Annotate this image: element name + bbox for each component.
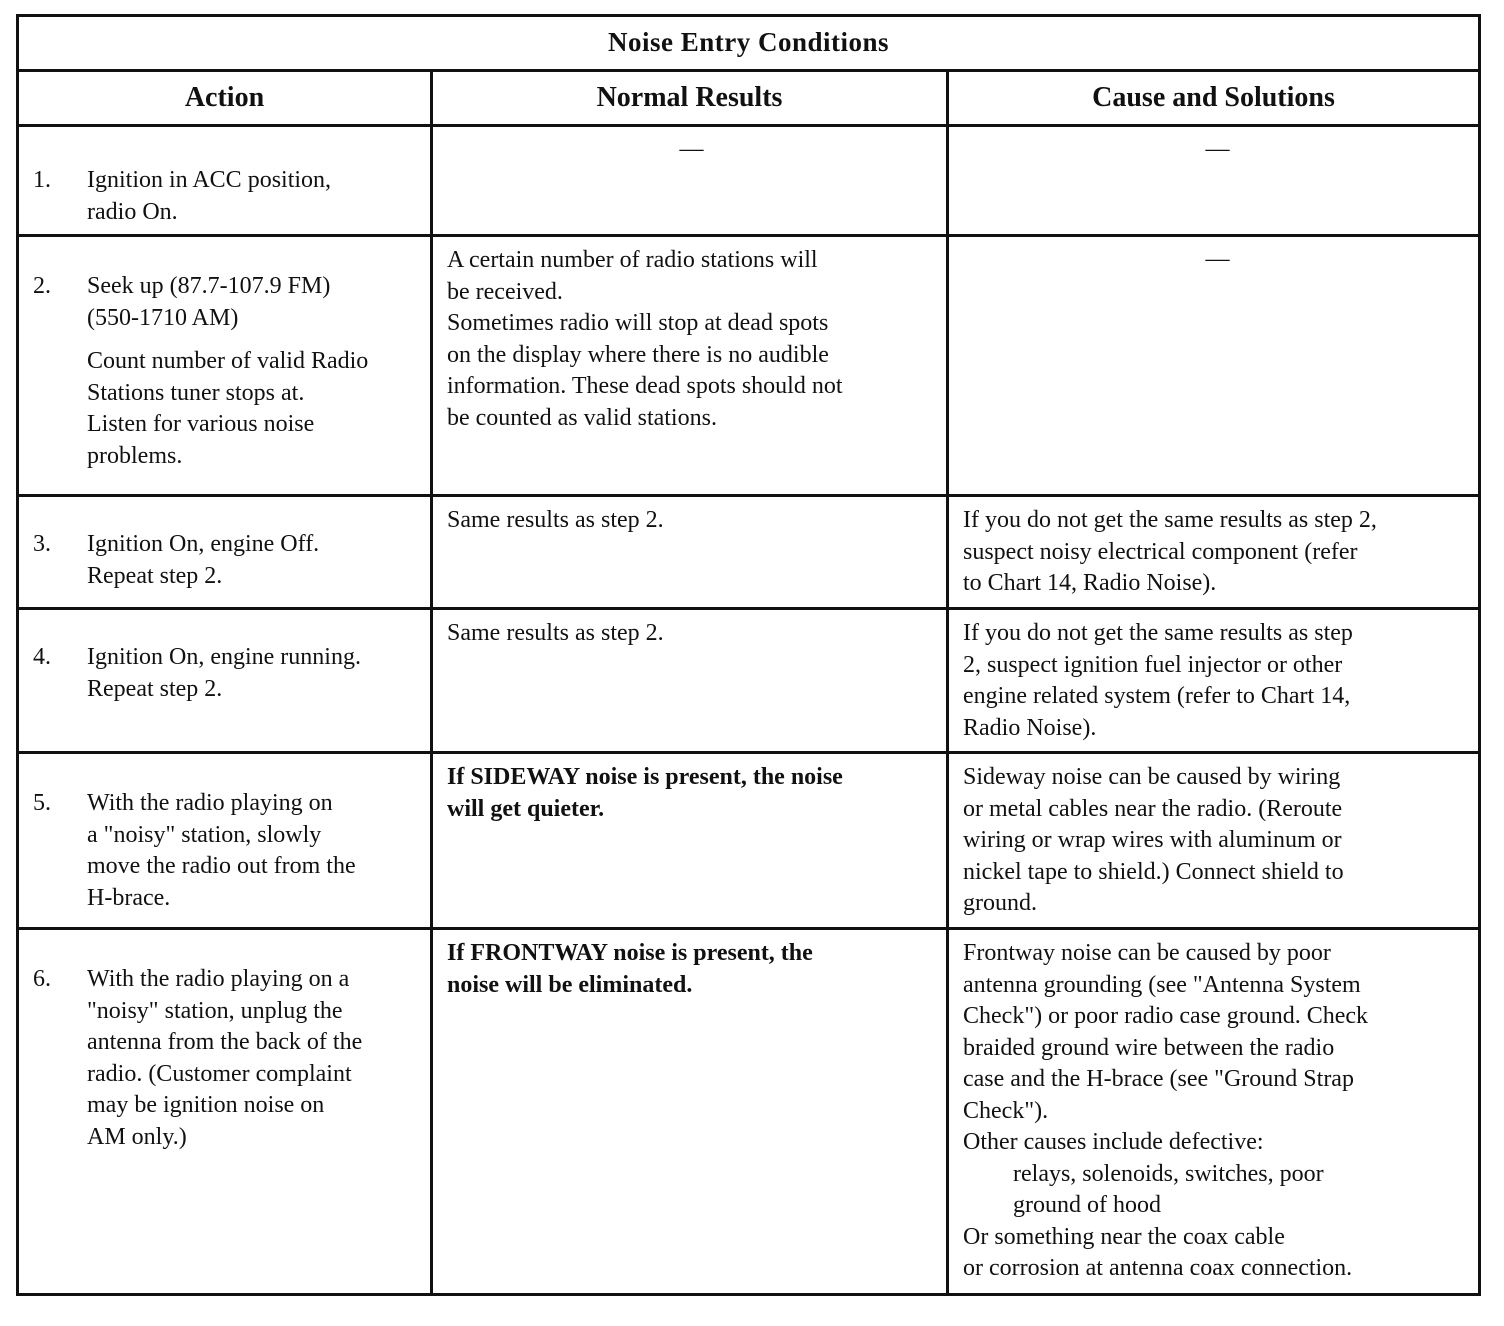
action-line: Repeat step 2. xyxy=(87,675,223,702)
cause-line: suspect noisy electrical component (refer xyxy=(963,538,1358,565)
cause-line: ground. xyxy=(963,890,1037,916)
cause-cell xyxy=(948,496,1480,609)
cause-cell xyxy=(948,929,1480,1295)
result-cell xyxy=(432,496,948,609)
cause-line: or metal cables near the radio. (Reroute xyxy=(963,795,1343,822)
table-row xyxy=(18,126,1480,236)
action-line: Ignition in ACC position, xyxy=(87,167,332,193)
table-header-row xyxy=(18,71,1480,126)
cause-line: If you do not get the same results as step xyxy=(963,620,1353,646)
action-line: AM only.) xyxy=(87,1123,187,1150)
action-cell xyxy=(18,929,432,1295)
table-row xyxy=(18,609,1480,753)
action-line: Repeat step 2. xyxy=(87,562,223,589)
step-number: 4. xyxy=(33,644,51,670)
table-title-row xyxy=(18,16,1480,71)
action-line: Count number of valid Radio xyxy=(87,348,369,374)
result-line: Same results as step 2. xyxy=(447,620,664,646)
action-cell xyxy=(18,753,432,929)
empty-dash: — xyxy=(679,136,704,162)
action-cell xyxy=(18,496,432,609)
table-row xyxy=(18,929,1480,1295)
action-line: With the radio playing on a xyxy=(87,966,350,992)
step-number: 1. xyxy=(33,167,51,193)
result-line: be counted as valid stations. xyxy=(447,404,717,431)
cause-line: braided ground wire between the radio xyxy=(963,1034,1335,1061)
document-page xyxy=(16,14,1478,1296)
cause-line: Other causes include defective: xyxy=(963,1129,1264,1155)
action-line: H-brace. xyxy=(87,884,171,911)
action-line: move the radio out from the xyxy=(87,853,356,879)
action-line: problems. xyxy=(87,442,183,469)
result-line: Sometimes radio will stop at dead spots xyxy=(447,310,829,336)
empty-dash: — xyxy=(1205,136,1230,162)
cause-line: Check"). xyxy=(963,1097,1049,1124)
step-number: 2. xyxy=(33,273,51,299)
action-line: Listen for various noise xyxy=(87,411,315,437)
cause-line: If you do not get the same results as step 2, xyxy=(963,507,1377,533)
result-line: A certain number of radio stations will xyxy=(447,247,818,273)
cause-indented-line: relays, solenoids, switches, poor xyxy=(1013,1160,1324,1187)
action-line: Ignition On, engine running. xyxy=(87,644,361,670)
cause-line: to Chart 14, Radio Noise). xyxy=(963,570,1217,596)
action-line: a "noisy" station, slowly xyxy=(87,821,322,848)
step-number: 3. xyxy=(33,531,51,557)
action-line: Seek up (87.7-107.9 FM) xyxy=(87,273,331,299)
action-line: may be ignition noise on xyxy=(87,1092,325,1118)
result-cell xyxy=(432,126,948,236)
result-line: If FRONTWAY noise is present, the xyxy=(447,940,813,966)
action-line: radio. (Customer complaint xyxy=(87,1060,352,1087)
result-line: Same results as step 2. xyxy=(447,507,664,533)
result-line: noise will be eliminated. xyxy=(447,971,693,998)
noise-entry-conditions-table xyxy=(16,14,1481,1296)
step-number: 6. xyxy=(33,966,51,992)
cause-line: case and the H-brace (see "Ground Strap xyxy=(963,1066,1354,1092)
cause-line: engine related system (refer to Chart 14, xyxy=(963,683,1351,709)
empty-dash: — xyxy=(1205,246,1230,272)
step-number: 5. xyxy=(33,790,51,816)
cause-line: Or something near the coax cable xyxy=(963,1223,1285,1250)
cause-line: Frontway noise can be caused by poor xyxy=(963,940,1331,966)
result-line: will get quieter. xyxy=(447,795,605,822)
result-line: on the display where there is no audible xyxy=(447,341,829,368)
cause-cell xyxy=(948,609,1480,753)
action-line: antenna from the back of the xyxy=(87,1029,363,1055)
action-line: "noisy" station, unplug the xyxy=(87,997,343,1024)
action-line: Stations tuner stops at. xyxy=(87,379,305,406)
table-row xyxy=(18,236,1480,496)
action-line: radio On. xyxy=(87,198,178,225)
result-cell xyxy=(432,929,948,1295)
cause-line: Sideway noise can be caused by wiring xyxy=(963,764,1341,790)
cause-cell xyxy=(948,753,1480,929)
action-line: With the radio playing on xyxy=(87,790,333,816)
cause-cell xyxy=(948,236,1480,496)
table-title: Noise Entry Conditions xyxy=(18,16,1480,71)
header-cause-and-solutions: Cause and Solutions xyxy=(948,71,1480,126)
cause-line: 2, suspect ignition fuel injector or other xyxy=(963,651,1343,678)
action-cell xyxy=(18,236,432,496)
cause-line: nickel tape to shield.) Connect shield to xyxy=(963,858,1344,885)
cause-line: antenna grounding (see "Antenna System xyxy=(963,971,1361,998)
result-cell xyxy=(432,753,948,929)
table-row xyxy=(18,496,1480,609)
cause-cell xyxy=(948,126,1480,236)
header-normal-results: Normal Results xyxy=(432,71,948,126)
result-cell xyxy=(432,236,948,496)
cause-indented-line: ground of hood xyxy=(1013,1192,1161,1218)
action-cell xyxy=(18,609,432,753)
header-action: Action xyxy=(18,71,432,126)
cause-line: wiring or wrap wires with aluminum or xyxy=(963,827,1342,853)
result-line: be received. xyxy=(447,278,563,305)
action-line: (550-1710 AM) xyxy=(87,304,239,331)
action-line: Ignition On, engine Off. xyxy=(87,531,320,557)
result-cell xyxy=(432,609,948,753)
result-line: information. These dead spots should not xyxy=(447,373,843,399)
cause-line: Radio Noise). xyxy=(963,714,1097,741)
cause-line: or corrosion at antenna coax connection. xyxy=(963,1255,1353,1281)
table-row xyxy=(18,753,1480,929)
cause-line: Check") or poor radio case ground. Check xyxy=(963,1003,1368,1029)
result-line: If SIDEWAY noise is present, the noise xyxy=(447,764,843,790)
action-cell xyxy=(18,126,432,236)
